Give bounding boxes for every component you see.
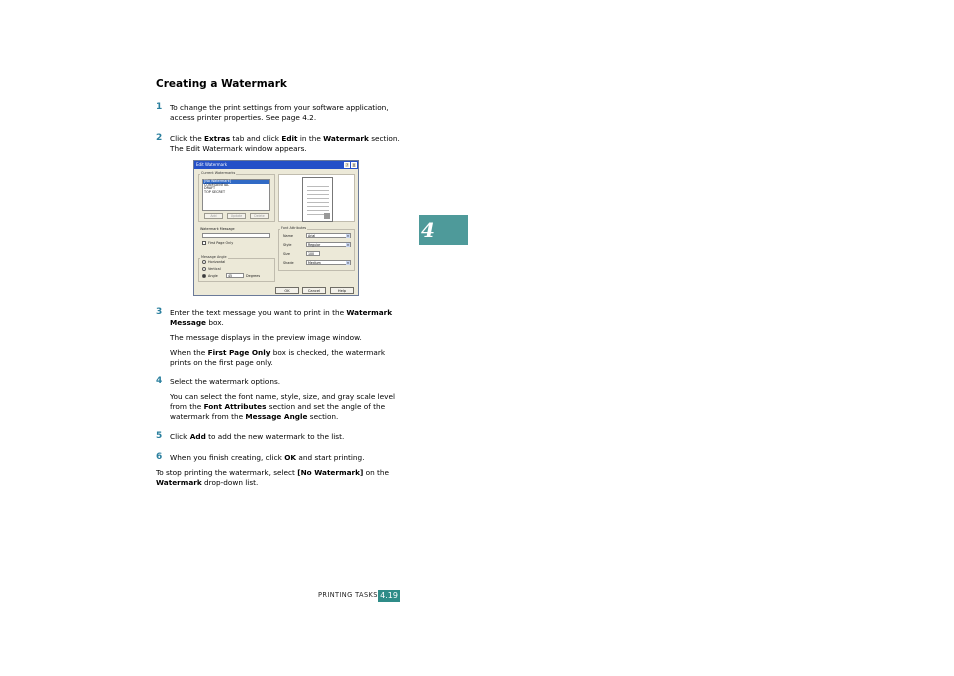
chevron-down-icon: ▾ — [347, 234, 349, 238]
step-text: Enter the text message you want to print in the Watermark Message box. — [170, 308, 393, 327]
step-number: 1 — [156, 102, 163, 112]
step-text: Click the Extras tab and click Edit in the Watermark section. The Edit Watermark window appears. — [170, 134, 400, 153]
watermark-list[interactable] — [202, 179, 270, 211]
step-3-first-page-note: When the First Page Only box is checked, the watermark prints on the first page only. — [170, 348, 386, 367]
cancel-button[interactable]: Cancel — [302, 287, 326, 294]
size-label: Size — [283, 252, 290, 256]
list-item[interactable]: [No Watermark] — [203, 180, 269, 184]
font-attributes-label: Font Attributes — [281, 226, 307, 230]
list-item[interactable]: CONFIDENTIAL — [204, 182, 230, 187]
font-size-spinner[interactable]: 100 — [306, 251, 320, 256]
update-button[interactable]: Update — [227, 213, 246, 219]
ok-button[interactable]: OK — [275, 287, 299, 294]
step-number: 5 — [156, 431, 163, 441]
first-page-only-label: First Page Only — [208, 241, 234, 245]
help-title-button[interactable]: ? — [345, 163, 349, 168]
step-3 — [156, 308, 406, 328]
list-item[interactable]: TOP SECRET — [204, 189, 226, 194]
style-label: Style — [283, 243, 292, 247]
horizontal-label: Horizontal — [208, 260, 226, 264]
horizontal-radio[interactable] — [202, 260, 206, 264]
preview-thumbnail — [324, 213, 330, 219]
step-4-note: You can select the font name, style, size, and gray scale level from the Font Attributes section and set the angle of the watermark from the Message Angle section. — [170, 392, 395, 421]
section-heading: Creating a Watermark — [156, 78, 287, 90]
preview-page — [302, 177, 333, 222]
help-button[interactable]: Help — [330, 287, 354, 294]
step-number: 4 — [156, 376, 163, 386]
watermark-message-input[interactable] — [202, 233, 270, 238]
step-1 — [156, 103, 406, 123]
step-text: Click Add to add the new watermark to the list. — [170, 432, 345, 441]
delete-button[interactable]: Delete — [250, 213, 269, 219]
chapter-tab: 4 — [419, 215, 468, 245]
angle-label: Angle — [208, 274, 218, 278]
message-label: Watermark Message — [200, 227, 235, 231]
dialog-title: Edit Watermark — [194, 161, 358, 169]
step-4 — [156, 377, 406, 387]
list-item[interactable]: DRAFT — [204, 186, 216, 191]
font-style-select[interactable]: Regular ▾ — [306, 242, 351, 247]
angle-radio[interactable] — [202, 274, 206, 278]
step-number: 2 — [156, 133, 163, 143]
close-title-button[interactable]: X — [352, 163, 356, 168]
step-text: Select the watermark options. — [170, 377, 281, 386]
chevron-down-icon: ▾ — [347, 243, 349, 247]
first-page-only-checkbox[interactable] — [202, 241, 206, 245]
step-number: 6 — [156, 452, 163, 462]
add-button[interactable]: Add — [204, 213, 223, 219]
step-3-note: The message displays in the preview image window. — [170, 333, 362, 342]
step-text: To change the print settings from your software application, access printer properties. See page 4.2. — [170, 103, 389, 122]
footer-title: PRINTING TASKS — [318, 591, 378, 599]
closing-note: To stop printing the watermark, select [No Watermark] on the Watermark drop-down list. — [156, 468, 389, 487]
vertical-label: Vertical — [208, 267, 221, 271]
step-2 — [156, 134, 406, 154]
step-6 — [156, 453, 406, 463]
step-text: When you finish creating, click OK and start printing. — [170, 453, 365, 462]
shade-label: Shade — [283, 261, 294, 265]
angle-spinner[interactable]: 45 — [226, 273, 244, 278]
page-number: 4.19 — [378, 590, 400, 602]
shade-select[interactable]: Medium ▾ — [306, 260, 351, 265]
degrees-label: Degrees — [246, 274, 261, 278]
current-watermarks-label: Current Watermarks — [201, 171, 236, 175]
vertical-radio[interactable] — [202, 267, 206, 271]
font-name-select[interactable]: Arial ▾ — [306, 233, 351, 238]
name-label: Name — [283, 234, 294, 238]
chevron-down-icon: ▾ — [347, 261, 349, 265]
step-5 — [156, 432, 406, 442]
step-number: 3 — [156, 307, 163, 317]
message-angle-label: Message Angle — [201, 255, 227, 259]
edit-watermark-dialog — [193, 160, 359, 296]
